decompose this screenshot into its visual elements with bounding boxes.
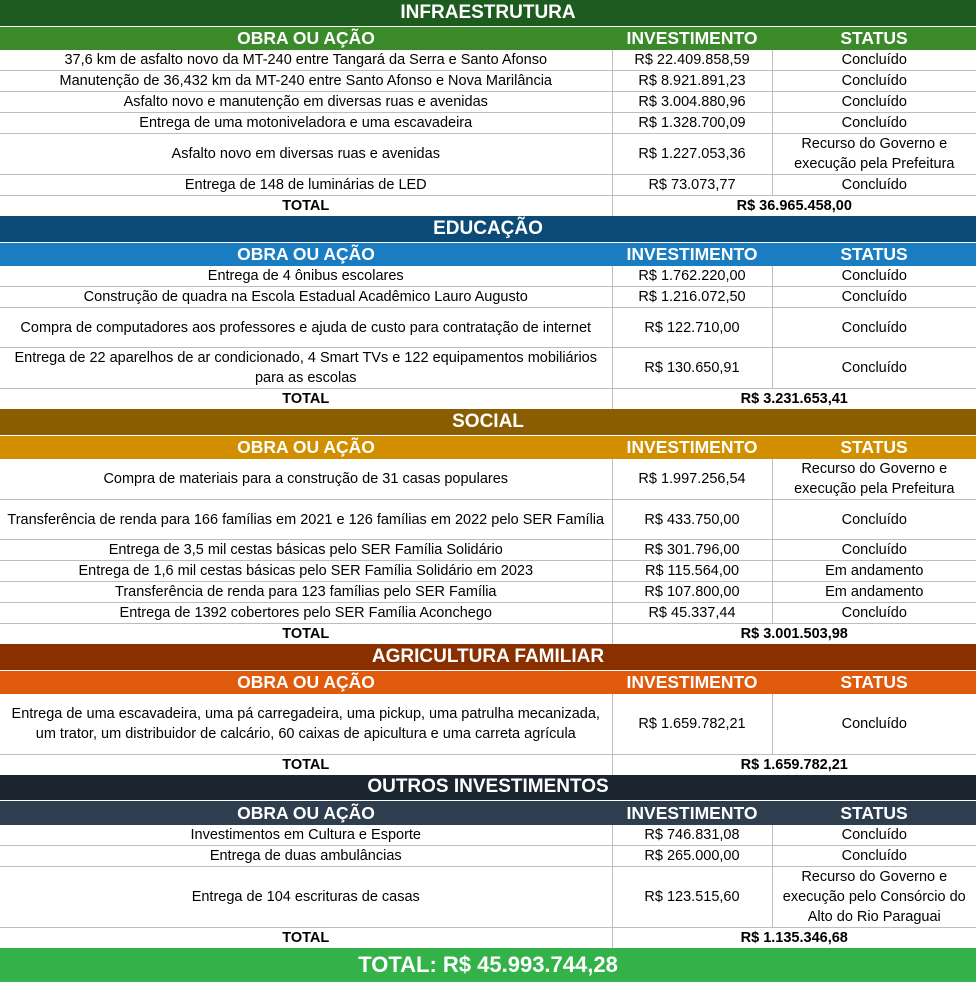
cell-obra: Entrega de 4 ônibus escolares bbox=[0, 266, 612, 287]
cell-obra: Entrega de 1,6 mil cestas básicas pelo SER Família Solidário em 2023 bbox=[0, 561, 612, 582]
table-row bbox=[0, 845, 976, 866]
section-total-value: R$ 36.965.458,00 bbox=[736, 198, 852, 214]
table-row bbox=[0, 92, 976, 113]
cell-investimento: R$ 1.216.072,50 bbox=[612, 287, 772, 308]
table-row bbox=[0, 866, 976, 927]
table-row bbox=[0, 175, 976, 196]
section-title: OUTROS INVESTIMENTOS bbox=[0, 775, 976, 801]
cell-obra: Entrega de 104 escrituras de casas bbox=[0, 866, 612, 927]
grand-total: TOTAL: R$ 45.993.744,28 bbox=[0, 948, 976, 982]
cell-obra: Investimentos em Cultura e Esporte bbox=[0, 825, 612, 846]
cell-investimento: R$ 115.564,00 bbox=[612, 561, 772, 582]
cell-investimento: R$ 130.650,91 bbox=[612, 348, 772, 389]
section-total-value: R$ 3.231.653,41 bbox=[740, 391, 848, 407]
cell-status: Concluído bbox=[772, 825, 976, 846]
cell-status: Recurso do Governo e execução pelo Consórcio do Alto do Rio Paraguai bbox=[772, 866, 976, 927]
table-row bbox=[0, 500, 976, 540]
cell-investimento: R$ 123.515,60 bbox=[612, 866, 772, 927]
total-label: TOTAL bbox=[0, 389, 612, 410]
cell-status: Concluído bbox=[772, 500, 976, 540]
header-obra: OBRA OU AÇÃO bbox=[0, 801, 612, 825]
cell-status: Concluído bbox=[772, 71, 976, 92]
column-header-row bbox=[0, 435, 976, 459]
cell-status: Concluído bbox=[772, 50, 976, 71]
table-row bbox=[0, 71, 976, 92]
cell-status: Concluído bbox=[772, 175, 976, 196]
cell-status: Concluído bbox=[772, 287, 976, 308]
section-total-value: R$ 1.135.346,68 bbox=[740, 929, 848, 946]
cell-investimento: R$ 122.710,00 bbox=[612, 308, 772, 348]
cell-status: Em andamento bbox=[772, 582, 976, 603]
cell-obra: Entrega de 1392 cobertores pelo SER Família Aconchego bbox=[0, 603, 612, 624]
grand-total-row bbox=[0, 948, 976, 982]
cell-status: Concluído bbox=[772, 266, 976, 287]
cell-status: Concluído bbox=[772, 113, 976, 134]
header-status: STATUS bbox=[772, 242, 976, 266]
cell-status: Concluído bbox=[772, 603, 976, 624]
cell-obra: Entrega de duas ambulâncias bbox=[0, 845, 612, 866]
section-total-value: R$ 3.001.503,98 bbox=[740, 626, 848, 642]
total-label: TOTAL bbox=[0, 196, 612, 217]
table-row bbox=[0, 694, 976, 754]
cell-status: Concluído bbox=[772, 694, 976, 754]
header-obra: OBRA OU AÇÃO bbox=[0, 242, 612, 266]
header-status: STATUS bbox=[772, 670, 976, 694]
column-header-row bbox=[0, 801, 976, 825]
section-title: EDUCAÇÃO bbox=[0, 216, 976, 242]
column-header-row bbox=[0, 242, 976, 266]
table-row bbox=[0, 266, 976, 287]
cell-investimento: R$ 265.000,00 bbox=[612, 845, 772, 866]
section-total-row bbox=[0, 389, 976, 410]
cell-obra: Asfalto novo em diversas ruas e avenidas bbox=[0, 134, 612, 175]
header-investimento: INVESTIMENTO bbox=[612, 242, 772, 266]
cell-investimento: R$ 22.409.858,59 bbox=[612, 50, 772, 71]
cell-investimento: R$ 8.921.891,23 bbox=[612, 71, 772, 92]
table-row bbox=[0, 287, 976, 308]
header-investimento: INVESTIMENTO bbox=[612, 801, 772, 825]
table-row bbox=[0, 582, 976, 603]
section-total-row bbox=[0, 624, 976, 645]
section-title-row bbox=[0, 644, 976, 670]
cell-obra: Entrega de 148 de luminárias de LED bbox=[0, 175, 612, 196]
table-row bbox=[0, 603, 976, 624]
section-title: SOCIAL bbox=[0, 409, 976, 435]
cell-investimento: R$ 45.337,44 bbox=[612, 603, 772, 624]
cell-obra: 37,6 km de asfalto novo da MT-240 entre Tangará da Serra e Santo Afonso bbox=[0, 50, 612, 71]
cell-investimento: R$ 3.004.880,96 bbox=[612, 92, 772, 113]
table-row bbox=[0, 113, 976, 134]
cell-status: Concluído bbox=[772, 348, 976, 389]
section-title: AGRICULTURA FAMILIAR bbox=[0, 644, 976, 670]
table-row bbox=[0, 561, 976, 582]
section-total-value: R$ 1.659.782,21 bbox=[740, 756, 848, 773]
header-status: STATUS bbox=[772, 26, 976, 50]
section-total-row bbox=[0, 927, 976, 948]
header-status: STATUS bbox=[772, 801, 976, 825]
table-row bbox=[0, 308, 976, 348]
cell-obra: Manutenção de 36,432 km da MT-240 entre Santo Afonso e Nova Marilância bbox=[0, 71, 612, 92]
table-row bbox=[0, 825, 976, 846]
cell-obra: Entrega de uma motoniveladora e uma escavadeira bbox=[0, 113, 612, 134]
cell-obra: Transferência de renda para 166 famílias em 2021 e 126 famílias em 2022 pelo SER Família bbox=[0, 500, 612, 540]
header-investimento: INVESTIMENTO bbox=[612, 670, 772, 694]
cell-investimento: R$ 107.800,00 bbox=[612, 582, 772, 603]
cell-obra: Construção de quadra na Escola Estadual Acadêmico Lauro Augusto bbox=[0, 287, 612, 308]
cell-obra: Entrega de 3,5 mil cestas básicas pelo SER Família Solidário bbox=[0, 540, 612, 561]
cell-obra: Transferência de renda para 123 famílias pelo SER Família bbox=[0, 582, 612, 603]
table-row bbox=[0, 540, 976, 561]
section-total-row bbox=[0, 196, 976, 217]
cell-status: Concluído bbox=[772, 540, 976, 561]
cell-investimento: R$ 73.073,77 bbox=[612, 175, 772, 196]
header-investimento: INVESTIMENTO bbox=[612, 26, 772, 50]
table-row bbox=[0, 50, 976, 71]
section-title-row bbox=[0, 775, 976, 801]
section-title-row bbox=[0, 409, 976, 435]
header-investimento: INVESTIMENTO bbox=[612, 435, 772, 459]
table-row bbox=[0, 134, 976, 175]
header-obra: OBRA OU AÇÃO bbox=[0, 26, 612, 50]
cell-status: Concluído bbox=[772, 845, 976, 866]
cell-obra: Entrega de 22 aparelhos de ar condicionado, 4 Smart TVs e 122 equipamentos mobiliários para as escolas bbox=[0, 348, 612, 389]
table-row bbox=[0, 348, 976, 389]
header-status: STATUS bbox=[772, 435, 976, 459]
section-total-row bbox=[0, 754, 976, 775]
header-obra: OBRA OU AÇÃO bbox=[0, 670, 612, 694]
column-header-row bbox=[0, 670, 976, 694]
total-label: TOTAL bbox=[0, 754, 612, 775]
total-label: TOTAL bbox=[0, 927, 612, 948]
table-row bbox=[0, 459, 976, 500]
cell-status: Em andamento bbox=[772, 561, 976, 582]
cell-obra: Asfalto novo e manutenção em diversas ruas e avenidas bbox=[0, 92, 612, 113]
cell-investimento: R$ 1.227.053,36 bbox=[612, 134, 772, 175]
cell-obra: Compra de computadores aos professores e ajuda de custo para contratação de internet bbox=[0, 308, 612, 348]
cell-investimento: R$ 746.831,08 bbox=[612, 825, 772, 846]
section-title-row bbox=[0, 0, 976, 26]
cell-status: Concluído bbox=[772, 308, 976, 348]
cell-investimento: R$ 1.659.782,21 bbox=[612, 694, 772, 754]
cell-investimento: R$ 301.796,00 bbox=[612, 540, 772, 561]
cell-obra: Entrega de uma escavadeira, uma pá carregadeira, uma pickup, uma patrulha mecanizada, um trator, um distribuidor de calcário, 60 caixas de apicultura e uma carreta agrícula bbox=[0, 694, 612, 754]
cell-status: Recurso do Governo e execução pela Prefeitura bbox=[772, 134, 976, 175]
cell-investimento: R$ 433.750,00 bbox=[612, 500, 772, 540]
section-title: INFRAESTRUTURA bbox=[0, 0, 976, 26]
cell-investimento: R$ 1.997.256,54 bbox=[612, 459, 772, 500]
cell-investimento: R$ 1.328.700,09 bbox=[612, 113, 772, 134]
total-label: TOTAL bbox=[0, 624, 612, 645]
section-title-row bbox=[0, 216, 976, 242]
header-obra: OBRA OU AÇÃO bbox=[0, 435, 612, 459]
cell-status: Concluído bbox=[772, 92, 976, 113]
cell-obra: Compra de materiais para a construção de 31 casas populares bbox=[0, 459, 612, 500]
column-header-row bbox=[0, 26, 976, 50]
cell-status: Recurso do Governo e execução pela Prefeitura bbox=[772, 459, 976, 500]
cell-investimento: R$ 1.762.220,00 bbox=[612, 266, 772, 287]
